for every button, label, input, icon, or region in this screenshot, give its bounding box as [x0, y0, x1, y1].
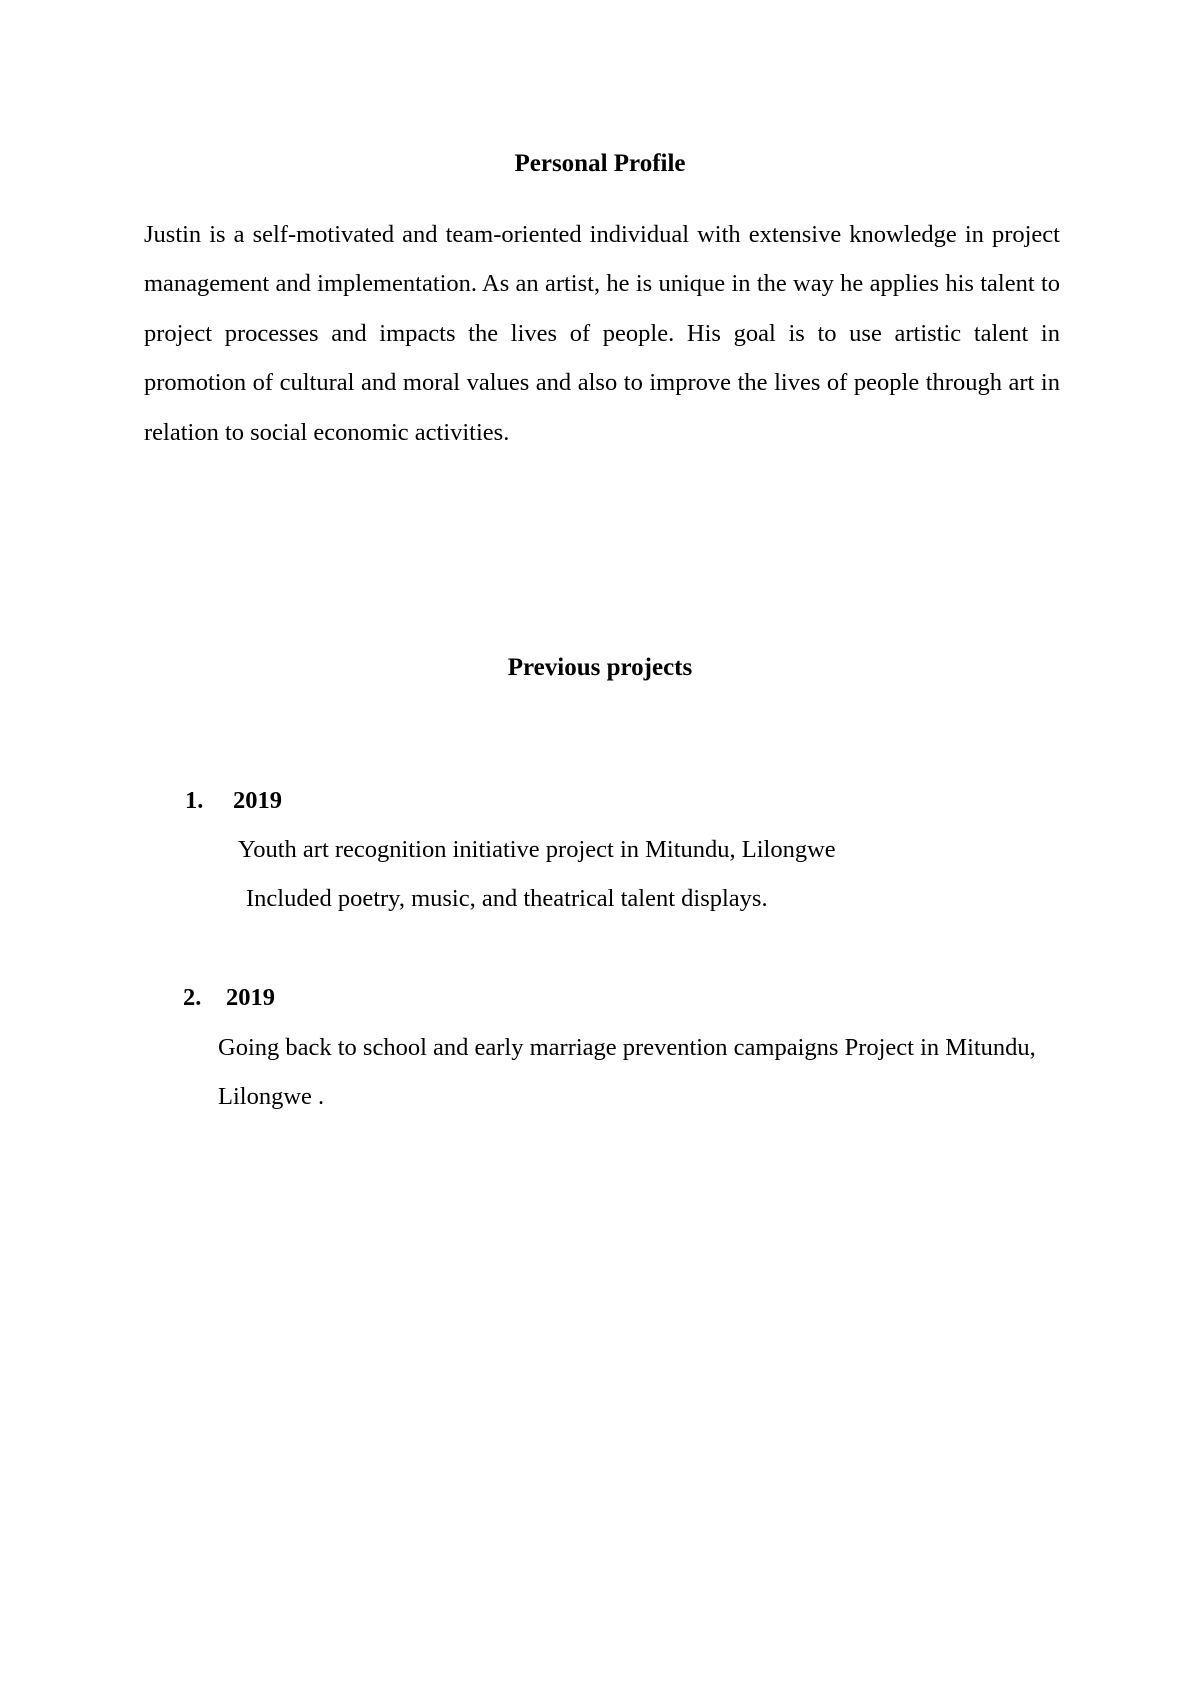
previous-projects-heading: Previous projects: [507, 654, 693, 681]
project-2-number: 2.: [183, 984, 202, 1011]
project-1-year: 2019: [233, 787, 282, 814]
project-2-year: 2019: [226, 984, 275, 1011]
project-1-number: 1.: [185, 787, 204, 814]
project-1-line-2: Included poetry, music, and theatrical talent displays.: [246, 885, 768, 912]
project-2-description: Going back to school and early marriage prevention campaigns Project in Mitundu, Lilongwe .: [218, 1034, 1036, 1111]
personal-profile-text: Justin is a self-motivated and team-oriented individual with extensive knowledge in project management and implementation. As an artist, he is unique in the way he applies his talent to project processes and impacts the lives of people. His goal is to use artistic talent in promotion of cultural and moral values and also to improve the lives of people through art in relation to social economic activities.: [144, 221, 1060, 446]
personal-profile-heading: Personal Profile: [514, 150, 686, 177]
project-1-line-1: Youth art recognition initiative project in Mitundu, Lilongwe: [238, 836, 836, 863]
